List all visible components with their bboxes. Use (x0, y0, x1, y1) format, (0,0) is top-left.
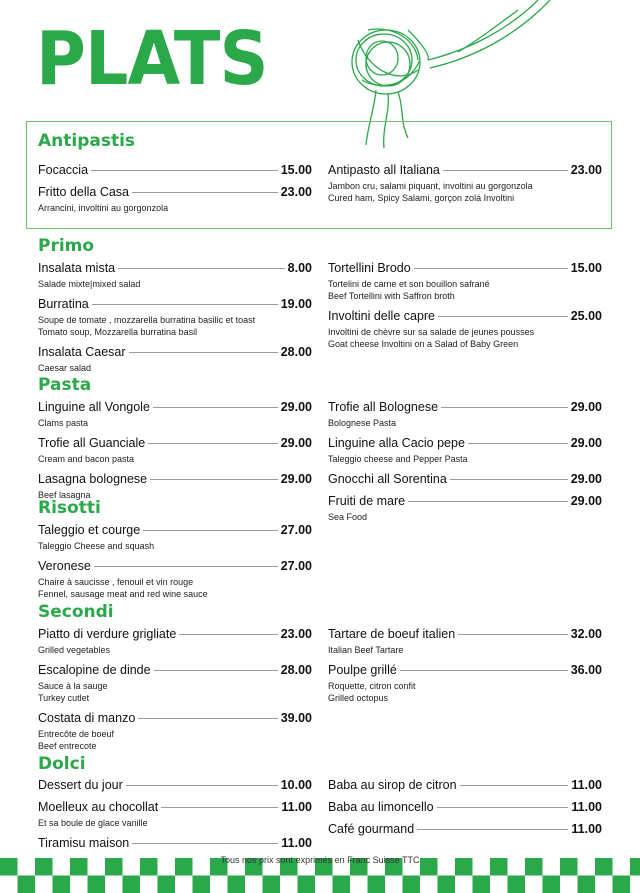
leader-line (460, 785, 569, 786)
menu-item (38, 436, 312, 465)
item-description: Taleggio cheese and Pepper Pasta (328, 454, 468, 464)
pasta-right (328, 400, 602, 530)
item-price: 11.00 (571, 800, 602, 814)
leader-line (417, 829, 568, 830)
item-price: 11.00 (281, 800, 312, 814)
menu-item (38, 472, 312, 501)
leader-line (438, 316, 568, 317)
item-description: Involtini de chèvre sur sa salade de jeunes pousses (328, 327, 535, 337)
item-name: Moelleux au chocollat (38, 800, 159, 814)
primo-right (328, 261, 602, 357)
item-description: Tomato soup, Mozzarella burratina basil (38, 327, 198, 337)
menu-item (38, 345, 312, 374)
item-description: Et sa boule de glace vanille (38, 818, 148, 828)
item-description: Grilled octopus (328, 693, 389, 703)
item-name: Costata di manzo (38, 711, 136, 725)
item-price: 15.00 (280, 163, 312, 177)
item-price: 27.00 (280, 523, 312, 537)
pasta-left (38, 400, 312, 508)
leader-line (92, 304, 278, 305)
menu-item (328, 778, 602, 793)
item-description: Goat cheese Involtini on a Salad of Baby Green (328, 339, 519, 349)
item-name: Veronese (38, 559, 91, 573)
item-description: Sea Food (328, 512, 368, 522)
menu-item (38, 559, 312, 600)
menu-item (38, 711, 312, 752)
item-price: 32.00 (570, 627, 602, 641)
item-name: Lasagna bolognese (38, 472, 148, 486)
primo-left (38, 261, 312, 381)
footer-note: Tous nos prix sont exprimés en Franc Suisse TTC (220, 855, 420, 865)
menu-item (328, 800, 602, 815)
item-description: Beef lasagna (38, 490, 91, 500)
item-price: 23.00 (570, 163, 602, 177)
item-description: Beef entrecote (38, 741, 97, 751)
leader-line (126, 785, 278, 786)
leader-line (150, 479, 278, 480)
item-description: Chaire à saucisse , fenouil et vin rouge (38, 577, 194, 587)
leader-line (132, 192, 278, 193)
item-price: 19.00 (280, 297, 312, 311)
item-name: Gnocchi all Sorentina (328, 472, 447, 486)
item-name: Baba au sirop de citron (328, 778, 457, 792)
menu-item (38, 163, 312, 178)
item-price: 36.00 (570, 663, 602, 677)
leader-line (441, 407, 568, 408)
menu-item (38, 663, 312, 704)
risotti-left (38, 523, 312, 607)
item-price: 29.00 (570, 472, 602, 486)
section-title-antipastis: Antipastis (38, 131, 136, 151)
leader-line (408, 501, 568, 502)
item-name: Taleggio et courge (38, 523, 141, 537)
leader-line (148, 443, 277, 444)
leader-line (450, 479, 568, 480)
item-description: Cream and bacon pasta (38, 454, 135, 464)
menu-item (38, 185, 312, 214)
secondi-left (38, 627, 312, 759)
item-name: Antipasto all Italiana (328, 163, 440, 177)
leader-line (414, 268, 568, 269)
menu-item (38, 297, 312, 338)
leader-line (400, 670, 568, 671)
item-description: Arrancini, involtini au gorgonzola (38, 203, 169, 213)
item-name: Poulpe grillé (328, 663, 397, 677)
item-description: Beef Tortellini with Saffron broth (328, 291, 455, 301)
leader-line (138, 718, 277, 719)
item-price: 29.00 (570, 494, 602, 508)
item-description: Clams pasta (38, 418, 89, 428)
item-description: Salade mixte|mixed salad (38, 279, 141, 289)
item-name: Linguine alla Cacio pepe (328, 436, 465, 450)
leader-line (153, 407, 278, 408)
item-name: Fritto della Casa (38, 185, 130, 199)
item-price: 11.00 (281, 836, 312, 850)
item-name: Tiramisu maison (38, 836, 130, 850)
leader-line (94, 566, 278, 567)
leader-line (91, 170, 278, 171)
menu-item (328, 627, 602, 656)
menu-item (328, 309, 602, 350)
item-price: 11.00 (571, 822, 602, 836)
item-price: 29.00 (280, 472, 312, 486)
item-description: Fennel, sausage meat and red wine sauce (38, 589, 208, 599)
leader-line (179, 634, 277, 635)
item-description: Bolognese Pasta (328, 418, 397, 428)
menu-item (328, 663, 602, 704)
leader-line (132, 843, 278, 844)
item-description: Jambon cru, salami piquant, involtini au gorgonzola (328, 181, 533, 191)
item-description: Turkey cutlet (38, 693, 90, 703)
item-name: Insalata Caesar (38, 345, 126, 359)
item-name: Involtini delle capre (328, 309, 436, 323)
menu-item (328, 472, 602, 487)
item-price: 25.00 (570, 309, 602, 323)
menu-item (328, 261, 602, 302)
item-name: Tortellini Brodo (328, 261, 411, 275)
menu-item (38, 400, 312, 429)
section-title-risotti: Risotti (38, 498, 101, 518)
menu-item (38, 261, 312, 290)
item-description: Soupe de tomate , mozzarella burratina basilic et toast (38, 315, 256, 325)
item-price: 29.00 (570, 436, 602, 450)
item-description: Sauce à la sauge (38, 681, 108, 691)
menu-item (38, 800, 312, 829)
item-price: 27.00 (280, 559, 312, 573)
item-name: Focaccia (38, 163, 89, 177)
item-price: 39.00 (280, 711, 312, 725)
item-name: Trofie all Guanciale (38, 436, 146, 450)
antipastis-left (38, 163, 312, 221)
leader-line (437, 807, 569, 808)
item-name: Tartare de boeuf italien (328, 627, 456, 641)
item-description: Caesar salad (38, 363, 92, 373)
leader-line (129, 352, 278, 353)
leader-line (143, 530, 278, 531)
item-name: Trofie all Bolognese (328, 400, 439, 414)
page-title: PLATS (36, 16, 268, 102)
item-description: Taleggio Cheese and squash (38, 541, 155, 551)
menu-item (328, 494, 602, 523)
section-title-primo: Primo (38, 236, 95, 256)
item-price: 29.00 (280, 436, 312, 450)
item-name: Linguine all Vongole (38, 400, 150, 414)
section-title-pasta: Pasta (38, 375, 92, 395)
item-description: Cured ham, Spicy Salami, gorçon zolá Involtini (328, 193, 515, 203)
leader-line (118, 268, 285, 269)
leader-line (443, 170, 568, 171)
item-name: Fruiti de mare (328, 494, 406, 508)
antipastis-right (328, 163, 602, 211)
menu-item (328, 163, 602, 204)
secondi-right (328, 627, 602, 711)
menu-item (38, 836, 312, 851)
item-price: 28.00 (280, 663, 312, 677)
menu-item (328, 822, 602, 837)
menu-item (328, 436, 602, 465)
item-name: Burratina (38, 297, 89, 311)
item-name: Insalata mista (38, 261, 116, 275)
item-description: Tortelini de carne et son bouillon safrané (328, 279, 490, 289)
item-price: 29.00 (280, 400, 312, 414)
menu-item (328, 400, 602, 429)
item-price: 28.00 (280, 345, 312, 359)
item-name: Baba au limoncello (328, 800, 434, 814)
item-price: 15.00 (570, 261, 602, 275)
dolci-left (38, 778, 312, 858)
section-title-secondi: Secondi (38, 602, 114, 622)
leader-line (458, 634, 568, 635)
menu-item (38, 627, 312, 656)
item-price: 23.00 (280, 627, 312, 641)
item-description: Entrecôte de boeuf (38, 729, 115, 739)
item-price: 23.00 (280, 185, 312, 199)
item-price: 11.00 (571, 778, 602, 792)
item-price: 8.00 (287, 261, 312, 275)
item-description: Italian Beef Tartare (328, 645, 404, 655)
dolci-right (328, 778, 602, 844)
item-name: Café gourmand (328, 822, 415, 836)
leader-line (161, 807, 278, 808)
item-price: 10.00 (280, 778, 312, 792)
item-name: Escalopine de dinde (38, 663, 151, 677)
menu-item (38, 778, 312, 793)
item-name: Piatto di verdure grigliate (38, 627, 177, 641)
leader-line (154, 670, 278, 671)
menu-item (38, 523, 312, 552)
item-description: Roquette, citron confit (328, 681, 416, 691)
item-price: 29.00 (570, 400, 602, 414)
item-description: Grilled vegetables (38, 645, 111, 655)
section-title-dolci: Dolci (38, 754, 86, 774)
leader-line (468, 443, 568, 444)
item-name: Dessert du jour (38, 778, 123, 792)
